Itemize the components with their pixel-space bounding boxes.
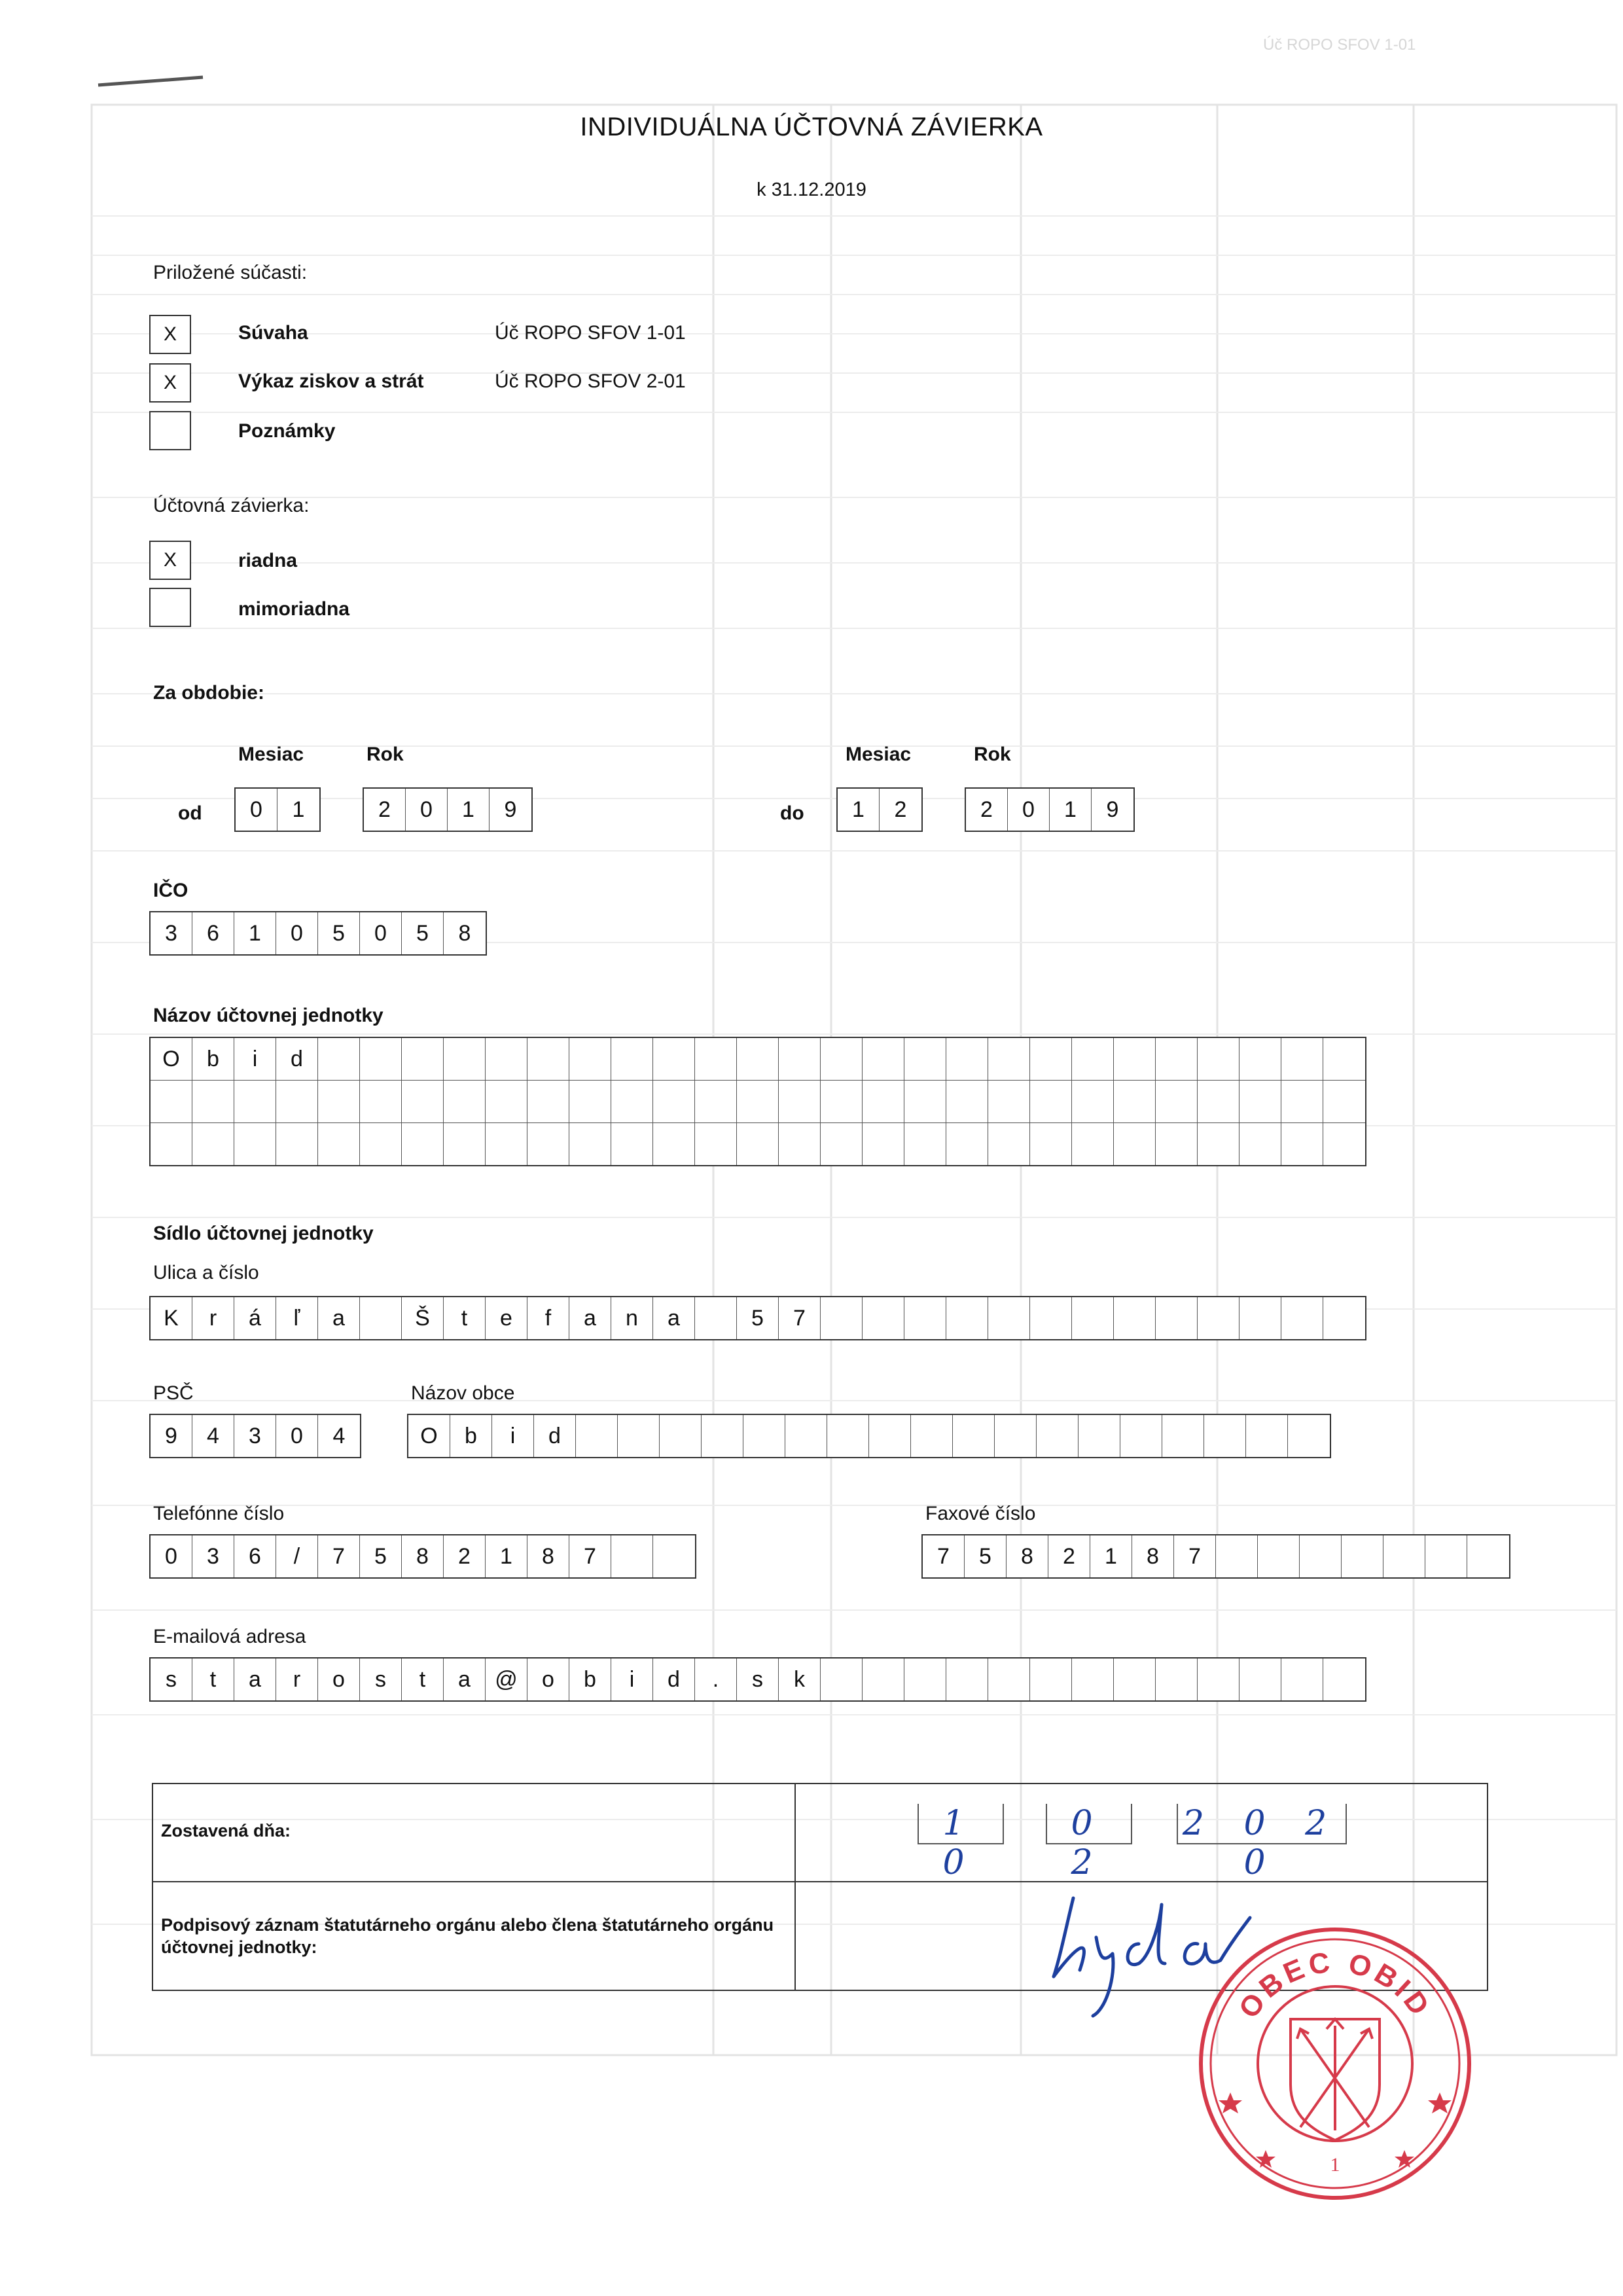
official-stamp (1192, 1921, 1478, 2206)
digit-cell: 2 (894, 797, 907, 822)
char-cell (904, 1297, 946, 1339)
char-cell (988, 1038, 1030, 1080)
char-cell (1114, 1038, 1156, 1080)
char-cell (1072, 1297, 1114, 1339)
char-cell: 5 (360, 1535, 402, 1577)
char-cell (444, 1038, 486, 1080)
char-cell (1425, 1535, 1467, 1577)
char-cell (318, 1038, 360, 1080)
char-cell (863, 1081, 904, 1122)
char-cell (569, 1123, 611, 1165)
digit-cell: 1 (448, 789, 490, 831)
char-cell (904, 1081, 946, 1122)
char-cell (695, 1081, 737, 1122)
entity-name-label: Názov účtovnej jednotky (153, 1005, 383, 1026)
digit-cell: 1 (292, 797, 305, 822)
char-cell (988, 1123, 1030, 1165)
to-year-field[interactable] (965, 787, 1135, 832)
char-cell (946, 1081, 988, 1122)
char-cell: 3 (234, 1415, 276, 1457)
char-cell (360, 1038, 402, 1080)
char-cell (1030, 1038, 1072, 1080)
char-cell: 8 (1132, 1535, 1174, 1577)
char-cell: b (192, 1038, 234, 1080)
char-cell: 5 (318, 912, 360, 954)
char-cell (702, 1415, 743, 1457)
digit-cell: 9 (1106, 797, 1119, 822)
closing-checkbox-riadna[interactable]: X (149, 541, 191, 580)
char-cell (1240, 1123, 1281, 1165)
char-cell (234, 1123, 276, 1165)
fax-field[interactable] (921, 1534, 1510, 1579)
entity-name-field[interactable] (149, 1037, 1366, 1166)
char-cell (1323, 1038, 1365, 1080)
char-cell (1114, 1297, 1156, 1339)
char-cell (486, 1123, 527, 1165)
char-cell (1072, 1081, 1114, 1122)
char-cell: e (486, 1297, 527, 1339)
street-label: Ulica a číslo (153, 1262, 259, 1283)
compiled-year-value: 2 0 2 0 (1182, 1804, 1342, 1882)
entity-name-row (151, 1081, 1365, 1123)
char-cell (1246, 1415, 1288, 1457)
char-cell (995, 1415, 1037, 1457)
char-cell (192, 1123, 234, 1165)
char-cell (611, 1123, 653, 1165)
char-cell: 7 (569, 1535, 611, 1577)
char-cell (611, 1038, 653, 1080)
char-cell (695, 1297, 737, 1339)
char-cell (779, 1123, 821, 1165)
char-cell (1030, 1659, 1072, 1700)
char-cell: i (611, 1659, 653, 1700)
char-cell (151, 1081, 192, 1122)
char-cell: 6 (234, 1535, 276, 1577)
char-cell (1198, 1297, 1240, 1339)
char-cell (1156, 1038, 1198, 1080)
compiled-day-field[interactable] (918, 1804, 1004, 1882)
char-cell: @ (486, 1659, 527, 1700)
to-month-label: Mesiac (846, 744, 912, 765)
char-cell (827, 1415, 869, 1457)
char-cell: d (276, 1038, 318, 1080)
char-cell: 1 (234, 912, 276, 954)
char-cell (1030, 1123, 1072, 1165)
char-cell (1240, 1038, 1281, 1080)
char-cell (779, 1081, 821, 1122)
char-cell (988, 1081, 1030, 1122)
char-cell (1281, 1038, 1323, 1080)
char-cell: Š (402, 1297, 444, 1339)
char-cell: 5 (402, 912, 444, 954)
char-cell: / (276, 1535, 318, 1577)
char-cell (1281, 1297, 1323, 1339)
closing-type-heading: Účtovná závierka: (153, 495, 310, 516)
char-cell: 4 (192, 1415, 234, 1457)
char-cell: 8 (1007, 1535, 1048, 1577)
phone-label: Telefónne číslo (153, 1503, 285, 1524)
char-cell (946, 1123, 988, 1165)
attachment-code-suvaha: Úč ROPO SFOV 1-01 (495, 322, 686, 344)
char-cell (785, 1415, 827, 1457)
ico-label: IČO (153, 880, 188, 901)
from-year-label: Rok (366, 744, 404, 765)
attachment-label-vykaz: Výkaz ziskov a strát (238, 370, 424, 392)
char-cell: . (695, 1659, 737, 1700)
char-cell: a (653, 1297, 695, 1339)
char-cell (737, 1038, 779, 1080)
char-cell: O (151, 1038, 192, 1080)
char-cell (988, 1659, 1030, 1700)
seat-heading: Sídlo účtovnej jednotky (153, 1223, 374, 1244)
char-cell: 8 (527, 1535, 569, 1577)
char-cell (1300, 1535, 1342, 1577)
char-cell (1467, 1535, 1509, 1577)
char-cell (1114, 1081, 1156, 1122)
char-cell (402, 1081, 444, 1122)
closing-label-mimoriadna: mimoriadna (238, 598, 350, 620)
entity-name-row (151, 1123, 1365, 1165)
char-cell (444, 1123, 486, 1165)
char-cell: 4 (332, 1424, 346, 1448)
char-cell: i (234, 1038, 276, 1080)
char-cell: s (737, 1659, 779, 1700)
char-cell (1323, 1659, 1365, 1700)
char-cell: a (318, 1297, 360, 1339)
attachment-checkbox-suvaha[interactable]: X (149, 315, 191, 354)
compiled-day-value: 1 0 (942, 1804, 979, 1882)
compiled-month-field[interactable] (1046, 1804, 1132, 1882)
char-cell: 3 (151, 912, 192, 954)
char-cell (486, 1081, 527, 1122)
char-cell (869, 1415, 911, 1457)
fax-label: Faxové číslo (925, 1503, 1036, 1524)
signature-label: Podpisový záznam štatutárneho orgánu alebo člena štatutárneho orgánu účtovnej jednotky: (161, 1915, 774, 1957)
char-cell: O (408, 1415, 450, 1457)
char-cell: ľ (276, 1297, 318, 1339)
char-cell (360, 1297, 402, 1339)
char-cell: 8 (458, 921, 471, 946)
char-cell (1037, 1415, 1079, 1457)
char-cell: 7 (318, 1535, 360, 1577)
char-cell: K (151, 1297, 192, 1339)
char-cell (737, 1123, 779, 1165)
char-cell (486, 1038, 527, 1080)
char-cell: á (234, 1297, 276, 1339)
char-cell (360, 1081, 402, 1122)
city-field[interactable] (407, 1414, 1331, 1458)
char-cell: 0 (276, 912, 318, 954)
char-cell (1156, 1123, 1198, 1165)
char-cell (527, 1081, 569, 1122)
char-cell (988, 1297, 1030, 1339)
char-cell: 8 (402, 1535, 444, 1577)
char-cell (1288, 1415, 1330, 1457)
ico-field[interactable] (149, 911, 487, 956)
char-cell (695, 1123, 737, 1165)
table-divider (794, 1784, 796, 1990)
char-cell (1198, 1123, 1240, 1165)
email-label: E-mailová adresa (153, 1626, 306, 1647)
char-cell: n (611, 1297, 653, 1339)
char-cell (863, 1038, 904, 1080)
char-cell: a (569, 1297, 611, 1339)
char-cell: 7 (779, 1297, 821, 1339)
digit-cell: 2 (364, 789, 406, 831)
char-cell (1204, 1415, 1246, 1457)
digit-cell: 0 (1008, 789, 1050, 831)
char-cell (1323, 1081, 1365, 1122)
char-cell (234, 1081, 276, 1122)
char-cell (946, 1659, 988, 1700)
attachments-heading: Priložené súčasti: (153, 262, 308, 283)
char-cell (653, 1535, 695, 1577)
digit-cell: 1 (1050, 789, 1092, 831)
char-cell: o (527, 1659, 569, 1700)
char-cell (276, 1081, 318, 1122)
digit-cell: 0 (406, 789, 448, 831)
from-label: od (178, 802, 202, 824)
char-cell (863, 1297, 904, 1339)
city-label: Názov obce (411, 1382, 515, 1404)
char-cell (911, 1415, 953, 1457)
attachment-code-vykaz: Úč ROPO SFOV 2-01 (495, 370, 686, 392)
char-cell (1216, 1535, 1258, 1577)
char-cell (737, 1081, 779, 1122)
char-cell: o (318, 1659, 360, 1700)
char-cell: 6 (192, 912, 234, 954)
char-cell: 3 (192, 1535, 234, 1577)
char-cell (527, 1038, 569, 1080)
attachment-label-suvaha: Súvaha (238, 322, 308, 344)
char-cell: r (276, 1659, 318, 1700)
char-cell (821, 1297, 863, 1339)
char-cell (821, 1659, 863, 1700)
char-cell (863, 1123, 904, 1165)
char-cell: t (444, 1297, 486, 1339)
psc-field[interactable] (149, 1414, 361, 1458)
char-cell (1281, 1659, 1323, 1700)
char-cell (1323, 1123, 1365, 1165)
char-cell: 7 (1174, 1535, 1216, 1577)
char-cell: a (234, 1659, 276, 1700)
char-cell (1114, 1123, 1156, 1165)
compiled-date-label: Zostavená dňa: (161, 1821, 291, 1840)
char-cell (276, 1123, 318, 1165)
attachment-label-poznamky: Poznámky (238, 420, 336, 442)
char-cell: t (402, 1659, 444, 1700)
header-stub: Úč ROPO SFOV 1-01 (1263, 36, 1416, 54)
char-cell (779, 1038, 821, 1080)
char-cell (821, 1038, 863, 1080)
from-year-field[interactable] (363, 787, 533, 832)
char-cell (1323, 1297, 1365, 1339)
char-cell (569, 1081, 611, 1122)
char-cell (576, 1415, 618, 1457)
char-cell: 5 (737, 1297, 779, 1339)
char-cell: 9 (151, 1415, 192, 1457)
char-cell: r (192, 1297, 234, 1339)
char-cell (1120, 1415, 1162, 1457)
char-cell: 0 (276, 1415, 318, 1457)
char-cell: s (151, 1659, 192, 1700)
char-cell (1198, 1081, 1240, 1122)
char-cell: b (569, 1659, 611, 1700)
email-field[interactable] (149, 1657, 1366, 1702)
char-cell: s (360, 1659, 402, 1700)
char-cell (904, 1038, 946, 1080)
char-cell (611, 1081, 653, 1122)
char-cell (192, 1081, 234, 1122)
char-cell: 0 (360, 912, 402, 954)
char-cell (611, 1535, 653, 1577)
char-cell: 7 (923, 1535, 965, 1577)
compiled-year-field[interactable] (1177, 1804, 1347, 1882)
char-cell (1258, 1535, 1300, 1577)
char-cell (904, 1123, 946, 1165)
char-cell (402, 1123, 444, 1165)
street-field[interactable] (149, 1296, 1366, 1340)
char-cell (653, 1038, 695, 1080)
char-cell (653, 1081, 695, 1122)
char-cell (151, 1123, 192, 1165)
stamp-number: 1 (1330, 2154, 1340, 2176)
char-cell (1156, 1081, 1198, 1122)
char-cell: t (192, 1659, 234, 1700)
char-cell (318, 1123, 360, 1165)
char-cell (318, 1081, 360, 1122)
char-cell (1240, 1659, 1281, 1700)
char-cell (1240, 1297, 1281, 1339)
phone-field[interactable] (149, 1534, 696, 1579)
char-cell: 2 (444, 1535, 486, 1577)
psc-label: PSČ (153, 1382, 194, 1404)
char-cell (1072, 1123, 1114, 1165)
to-label: do (780, 802, 804, 824)
closing-label-riadna: riadna (238, 550, 298, 571)
char-cell (402, 1038, 444, 1080)
as-of-date: k 31.12.2019 (757, 179, 866, 200)
char-cell: a (444, 1659, 486, 1700)
char-cell (1072, 1659, 1114, 1700)
from-month-label: Mesiac (238, 744, 304, 765)
char-cell: 0 (151, 1535, 192, 1577)
char-cell (527, 1123, 569, 1165)
char-cell (360, 1123, 402, 1165)
char-cell (660, 1415, 702, 1457)
char-cell (1240, 1081, 1281, 1122)
char-cell (618, 1415, 660, 1457)
digit-cell: 9 (504, 797, 517, 822)
char-cell (1030, 1081, 1072, 1122)
compiled-month-value: 0 2 (1071, 1804, 1107, 1882)
char-cell: k (779, 1659, 821, 1700)
char-cell (1030, 1297, 1072, 1339)
attachment-checkbox-poznamky[interactable] (149, 411, 191, 450)
digit-cell: 2 (966, 789, 1008, 831)
page-title: INDIVIDUÁLNA ÚČTOVNÁ ZÁVIERKA (580, 113, 1043, 141)
digit-cell: 0 (236, 789, 277, 831)
char-cell: i (492, 1415, 534, 1457)
closing-checkbox-mimoriadna[interactable] (149, 588, 191, 627)
char-cell (1079, 1415, 1120, 1457)
char-cell (953, 1415, 995, 1457)
char-cell (1281, 1081, 1323, 1122)
char-cell (569, 1038, 611, 1080)
to-year-label: Rok (974, 744, 1011, 765)
char-cell (1072, 1038, 1114, 1080)
char-cell (821, 1081, 863, 1122)
char-cell: f (527, 1297, 569, 1339)
entity-name-row (151, 1038, 1365, 1081)
to-month-field[interactable] (836, 787, 923, 832)
char-cell (946, 1297, 988, 1339)
char-cell: 5 (965, 1535, 1007, 1577)
char-cell (863, 1659, 904, 1700)
char-cell (1162, 1415, 1204, 1457)
char-cell (653, 1123, 695, 1165)
char-cell (904, 1659, 946, 1700)
char-cell (1114, 1659, 1156, 1700)
attachment-checkbox-vykaz[interactable]: X (149, 363, 191, 403)
char-cell: b (450, 1415, 492, 1457)
char-cell (1156, 1297, 1198, 1339)
from-month-field[interactable] (234, 787, 321, 832)
char-cell (1281, 1123, 1323, 1165)
char-cell (1342, 1535, 1383, 1577)
char-cell: d (653, 1659, 695, 1700)
char-cell: 1 (1090, 1535, 1132, 1577)
char-cell (821, 1123, 863, 1165)
char-cell (1156, 1659, 1198, 1700)
stamp-text: OBEC OBID (1232, 1946, 1438, 2024)
char-cell: 1 (486, 1535, 527, 1577)
char-cell (695, 1038, 737, 1080)
digit-cell: 1 (838, 789, 880, 831)
char-cell (1198, 1038, 1240, 1080)
char-cell: 2 (1048, 1535, 1090, 1577)
char-cell (743, 1415, 785, 1457)
char-cell (444, 1081, 486, 1122)
period-heading: Za obdobie: (153, 682, 264, 704)
char-cell (946, 1038, 988, 1080)
char-cell (1383, 1535, 1425, 1577)
char-cell: d (534, 1415, 576, 1457)
char-cell (1198, 1659, 1240, 1700)
svg-text:OBEC OBID (1233, 1946, 1438, 2024)
